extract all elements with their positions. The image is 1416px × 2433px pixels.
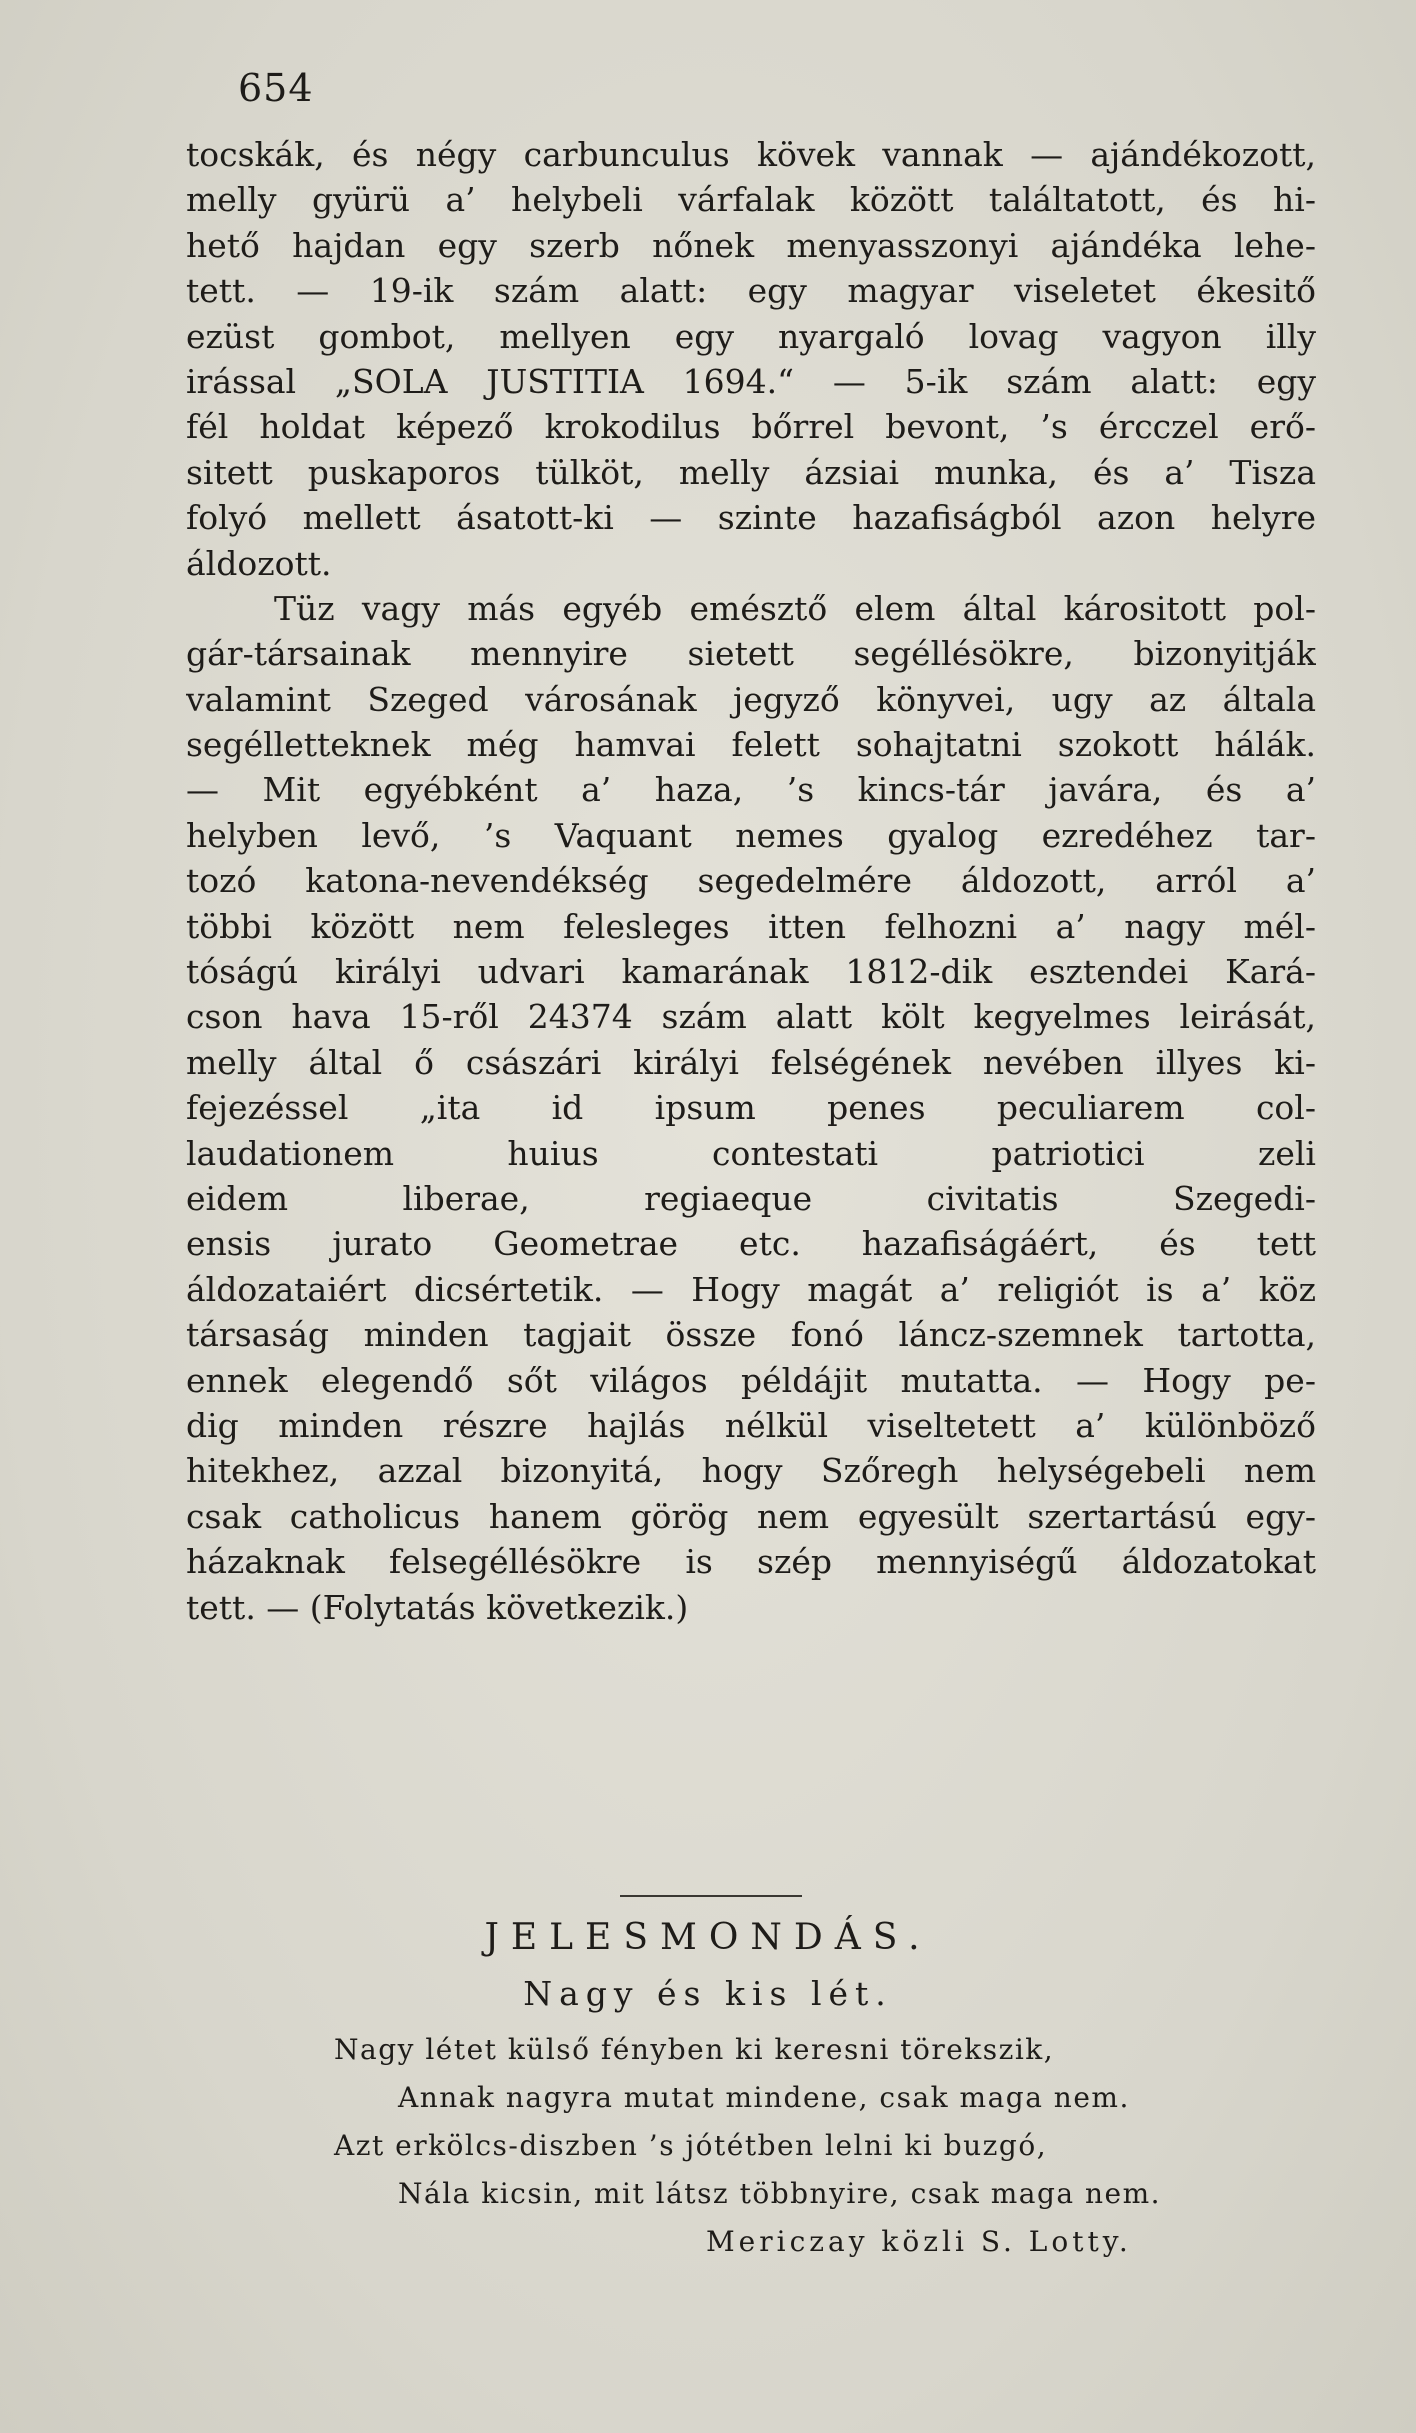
text-line: csak catholicus hanem görög nem egyesült szertartású egy- (186, 1496, 1316, 1536)
text-line: ensis jurato Geometrae etc. hazafiságáért, és tett (186, 1224, 1316, 1264)
text-line: ezüst gombot, mellyen egy nyargaló lovag vagyon illy (186, 316, 1316, 356)
text-line: cson hava 15-ről 24374 szám alatt költ kegyelmes leirását, (186, 997, 1316, 1037)
poem-subtitle: Nagy és kis lét. (523, 1974, 893, 2013)
poem-title: JELESMONDÁS. (484, 1917, 932, 1958)
text-line: tozó katona-nevendékség segedelmére áldozott, arról a’ (186, 861, 1316, 901)
text-line: fél holdat képező krokodilus bőrrel bevont, ’s ércczel erő- (186, 407, 1316, 447)
text-line: gár-társainak mennyire sietett segéllésökre, bizonyitják (186, 634, 1316, 674)
text-line: hető hajdan egy szerb nőnek menyasszonyi ajándéka lehe- (186, 225, 1316, 265)
text-line: hitekhez, azzal bizonyitá, hogy Szőregh helységebeli nem (186, 1451, 1316, 1491)
text-line: tett. — 19-ik szám alatt: egy magyar viseletet ékesitő (186, 271, 1316, 311)
text-line: ennek elegendő sőt világos példájit mutatta. — Hogy pe- (186, 1360, 1316, 1400)
text-line: segélletteknek még hamvai felett sohajtatni szokott hálák. (186, 725, 1316, 765)
text-line: többi között nem felesleges itten felhozni a’ nagy mél- (186, 906, 1316, 946)
poem-verse: Annak nagyra mutat mindene, csak maga nem. (398, 2081, 1130, 2114)
poem-verse: Nagy létet külső fényben ki keresni törekszik, (334, 2033, 1055, 2066)
text-line: helyben levő, ’s Vaquant nemes gyalog ezredéhez tar- (186, 815, 1316, 855)
text-line: valamint Szeged városának jegyző könyvei, ugy az általa (186, 679, 1316, 719)
page-number: 654 (238, 66, 314, 110)
text-line: házaknak felsegéllésökre is szép mennyiségű áldozatokat (186, 1542, 1316, 1582)
text-line: melly által ő császári királyi felségének nevében illyes ki- (186, 1042, 1316, 1082)
text-line: eidem liberae, regiaeque civitatis Szegedi- (186, 1178, 1316, 1218)
text-line: laudationem huius contestati patriotici zeli (186, 1133, 1316, 1173)
poem-verse: Azt erkölcs-diszben ’s jótétben lelni ki buzgó, (334, 2129, 1048, 2162)
text-line: áldozott. (186, 543, 332, 583)
text-line: melly gyürü a’ helybeli várfalak között találtatott, és hi- (186, 180, 1316, 220)
text-line-paragraph-start: Tüz vagy más egyéb emésztő elem által kárositott pol- (274, 588, 1316, 628)
text-line: tocskák, és négy carbunculus kövek vannak — ajándékozott, (186, 135, 1316, 174)
text-line: fejezéssel „ita id ipsum penes peculiarem col- (186, 1088, 1316, 1128)
article-body (186, 132, 1316, 1630)
poem-signature: Mericzay közli S. Lotty. (706, 2225, 1132, 2258)
section-divider (620, 1895, 802, 1897)
text-line: — Mit egyébként a’ haza, ’s kincs-tár javára, és a’ (186, 770, 1316, 810)
text-line: áldozataiért dicsértetik. — Hogy magát a’ religiót is a’ köz (186, 1269, 1316, 1309)
text-line: dig minden részre hajlás nélkül viseltetett a’ különböző (186, 1405, 1316, 1445)
poem-verse: Nála kicsin, mit látsz többnyire, csak maga nem. (398, 2177, 1162, 2210)
text-line-continuation-note: tett. — (Folytatás következik.) (186, 1587, 689, 1627)
text-line: tóságú királyi udvari kamarának 1812-dik esztendei Kará- (186, 952, 1316, 992)
text-line: sitett puskaporos tülköt, melly ázsiai munka, és a’ Tisza (186, 452, 1316, 492)
text-line: folyó mellett ásatott-ki — szinte hazafiságból azon helyre (186, 498, 1316, 538)
text-line: irással „SOLA JUSTITIA 1694.“ — 5-ik szám alatt: egy (186, 361, 1316, 401)
text-line: társaság minden tagjait össze fonó láncz-szemnek tartotta, (186, 1315, 1316, 1355)
